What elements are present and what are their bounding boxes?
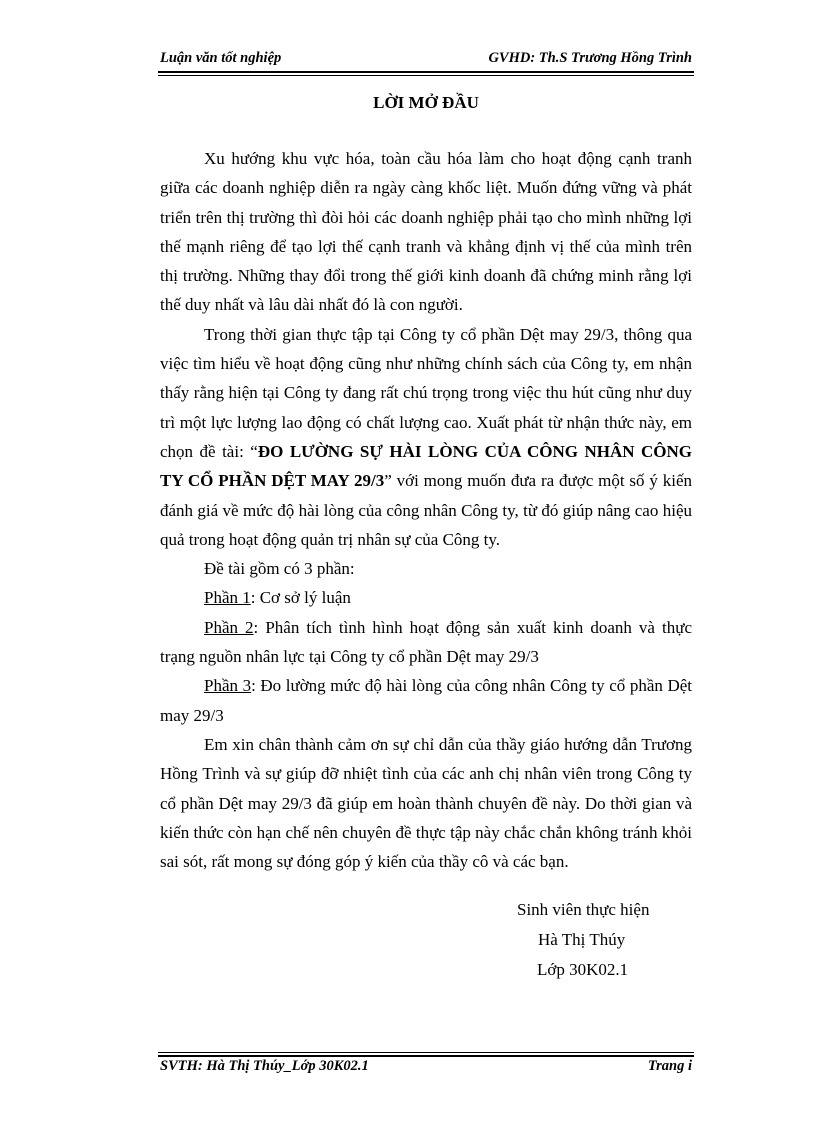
topic-lead-text: Trong thời gian thực tập tại Công ty cổ phần Dệt may 29/3, thông qua việc tìm hiểu về hoạt động cũng như những chính sách của Công ty, em nhận thấy rằng hiện tại Công ty đang rất chú trọng trong việc thu hút cũng như duy trì một lực lượng lao động có chất lượng cao. Xuất phát từ nhận thức này, em chọn đề tài: “ — [160, 324, 692, 461]
part-2-label: Phần 2 — [204, 617, 254, 637]
header-rule — [158, 71, 694, 76]
header-advisor: GVHD: Th.S Trương Hồng Trình — [488, 50, 692, 66]
footer-page-number: Trang i — [647, 1058, 692, 1074]
page-footer — [160, 1058, 692, 1078]
paragraph-structure: Đề tài gồm có 3 phần: — [204, 559, 355, 579]
part-3-label: Phần 3 — [204, 676, 252, 696]
footer-rule — [158, 1052, 694, 1057]
paragraph-topic — [160, 320, 692, 554]
signature-role: Sinh viên thực hiện — [517, 900, 650, 919]
header-thesis-label: Luận văn tốt nghiệp — [160, 50, 282, 66]
part-3 — [160, 671, 692, 730]
part-1-text: : Cơ sở lý luận — [250, 588, 351, 608]
topic-tail-text: ” với mong muốn đưa ra được một số ý kiến đánh giá về mức độ hài lòng của công nhân Công ty, từ đó giúp nâng cao hiệu quả trong hoạt động quản trị nhân sự của Công ty. — [160, 471, 692, 549]
part-1 — [160, 583, 692, 612]
part-3-text: : Đo lường mức độ hài lòng của công nhân Công ty cổ phần Dệt may 29/3 — [160, 676, 693, 725]
paragraph-thanks: Em xin chân thành cảm ơn sự chỉ dẫn của thầy giáo hướng dẫn Trương Hồng Trình và sự giúp đỡ nhiệt tình của các anh chị nhân viên trong Công ty cổ phần Dệt may 29/3 đã giúp em hoàn thành chuyên đề này. Do thời gian và kiến thức còn hạn chế nên chuyên đề thực tập này chắc chắn không tránh khỏi sai sót, rất mong sự đóng góp ý kiến của thầy cô và các bạn. — [160, 734, 692, 872]
signature-name: Hà Thị Thúy — [538, 930, 626, 949]
part-1-label: Phần 1 — [204, 588, 251, 608]
page-header — [160, 50, 692, 70]
footer-student: SVTH: Hà Thị Thúy_Lớp 30K02.1 — [160, 1058, 369, 1074]
paragraph-intro: Xu hướng khu vực hóa, toàn cầu hóa làm cho hoạt động cạnh tranh giữa các doanh nghiệp diễn ra ngày càng khốc liệt. Muốn đứng vững và phát triển trên thị trường thì đòi hỏi các doanh nghiệp phải tạo cho mình những lợi thế mạnh riêng để tạo lợi thế cạnh tranh và khẳng định vị thế của mình trên thị trường. Những thay đổi trong thế giới kinh doanh đã chứng minh rằng lợi thế duy nhất và lâu dài nhất đó là con người. — [160, 149, 692, 315]
document-body — [160, 144, 692, 876]
page-title: LỜI MỞ ĐẦU — [373, 93, 479, 112]
topic-title: ĐO LƯỜNG SỰ HÀI LÒNG CỦA CÔNG NHÂN CÔNG TY CỔ PHẦN DỆT MAY 29/3 — [160, 441, 692, 491]
part-2-text: : Phân tích tình hình hoạt động sản xuất kinh doanh và thực trạng nguồn nhân lực tại Công ty cổ phần Dệt may 29/3 — [160, 617, 692, 667]
signature-class: Lớp 30K02.1 — [537, 960, 629, 979]
part-2 — [160, 613, 692, 672]
